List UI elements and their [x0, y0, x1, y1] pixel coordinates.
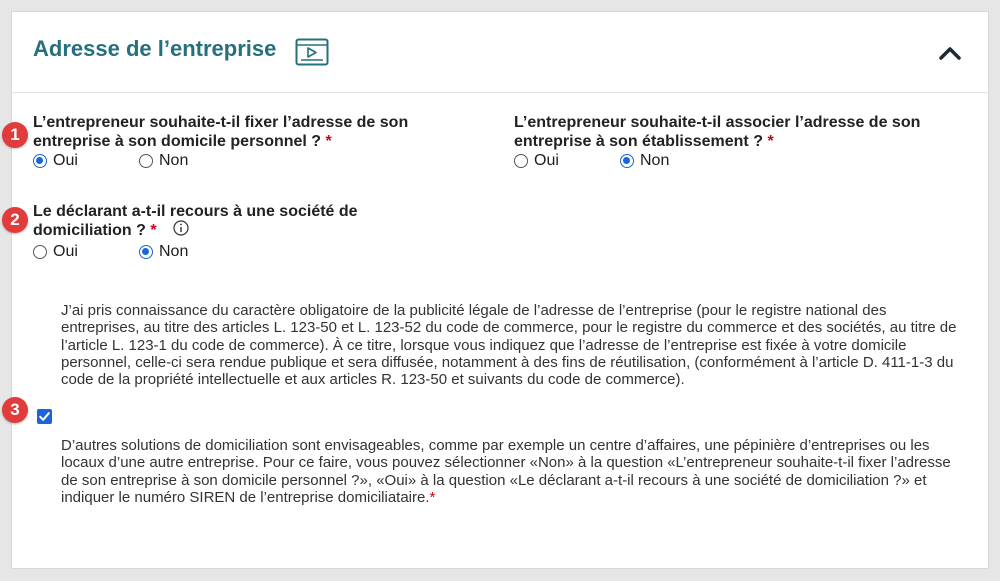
radio-circle-selected[interactable]: [33, 154, 47, 168]
step-badge-3: 3: [2, 397, 28, 423]
alternatives-text: D’autres solutions de domiciliation sont envisageables, comme par exemple un centre d’affaires, une pépinière d’entreprises ou les locaux d’une autre entreprise. Pour ce faire, vous pouvez sélectionner «Non» à la question «L’entrepreneur souhaite-t-il fixer l’adresse de son entreprise à son domicile personnel ?», «Oui» à la question «Le déclarant a-t-il recours à une société de domiciliation ?» et indiquer le numéro SIREN de l’entreprise domiciliataire.: [61, 437, 951, 506]
section-title: Adresse de l’entreprise: [33, 36, 277, 61]
radio-label: Non: [640, 152, 670, 169]
consent-checkbox[interactable]: [37, 409, 52, 424]
checkmark-icon: [37, 409, 52, 424]
radio-circle-selected[interactable]: [620, 154, 634, 168]
radio-label: Oui: [534, 152, 559, 169]
radio-circle[interactable]: [33, 245, 47, 259]
radio-q2-non[interactable]: [620, 152, 669, 170]
consent-paragraph-legal: J’ai pris connaissance du caractère obligatoire de la publicité légale de l’adresse de l’entreprise (pour le registre national des entreprises, au titre des articles L. 123-50 et L. 123-52 du code de commerce, pour le registre du commerce et des sociétés, au titre de l’article L. 123-1 du code de commerce). À ce titre, lorsque vous indiquez que l’adresse de l’entreprise est fixée à votre domicile personnel, celle-ci sera rendue publique et sera diffusée, notamment à des fins de réutilisation, (conformément à l’article D. 411-1-3 du code de la propriété intellectuelle et aux articles R. 123-50 et suivants du code de commerce).: [61, 302, 957, 389]
radio-label: Oui: [53, 152, 78, 169]
question-establishment-address-label: [514, 113, 954, 151]
required-marker: *: [767, 133, 774, 150]
question-text: L’entrepreneur souhaite-t-il fixer l’adresse de son entreprise à son domicile personnel ?: [33, 114, 409, 150]
radio-label: Non: [159, 152, 189, 169]
question-text: Le déclarant a-t-il recours à une société de domiciliation ?: [33, 203, 358, 239]
radio-circle-selected[interactable]: [139, 245, 153, 259]
section-header[interactable]: [12, 12, 988, 93]
required-marker: *: [150, 222, 157, 239]
consent-paragraph-alternatives: [61, 437, 961, 506]
step-badge-1: 1: [2, 122, 28, 148]
radio-q2-oui[interactable]: [514, 152, 559, 170]
radio-q1-non[interactable]: [139, 152, 188, 170]
video-play-icon[interactable]: [295, 38, 329, 66]
radio-q3-non[interactable]: [139, 243, 188, 261]
radio-q1-oui[interactable]: [33, 152, 78, 170]
radio-label: Oui: [53, 243, 78, 260]
info-icon[interactable]: [173, 220, 189, 236]
question-text: L’entrepreneur souhaite-t-il associer l’adresse de son entreprise à son établissement ?: [514, 114, 921, 150]
required-marker: *: [429, 488, 436, 506]
question-domiciliation-label: [33, 202, 413, 240]
radio-q3-oui[interactable]: [33, 243, 78, 261]
radio-circle[interactable]: [139, 154, 153, 168]
radio-label: Non: [159, 243, 189, 260]
question-home-address-label: [33, 113, 473, 151]
chevron-up-icon[interactable]: [938, 46, 962, 60]
radio-circle[interactable]: [514, 154, 528, 168]
required-marker: *: [325, 133, 332, 150]
step-badge-2: 2: [2, 207, 28, 233]
